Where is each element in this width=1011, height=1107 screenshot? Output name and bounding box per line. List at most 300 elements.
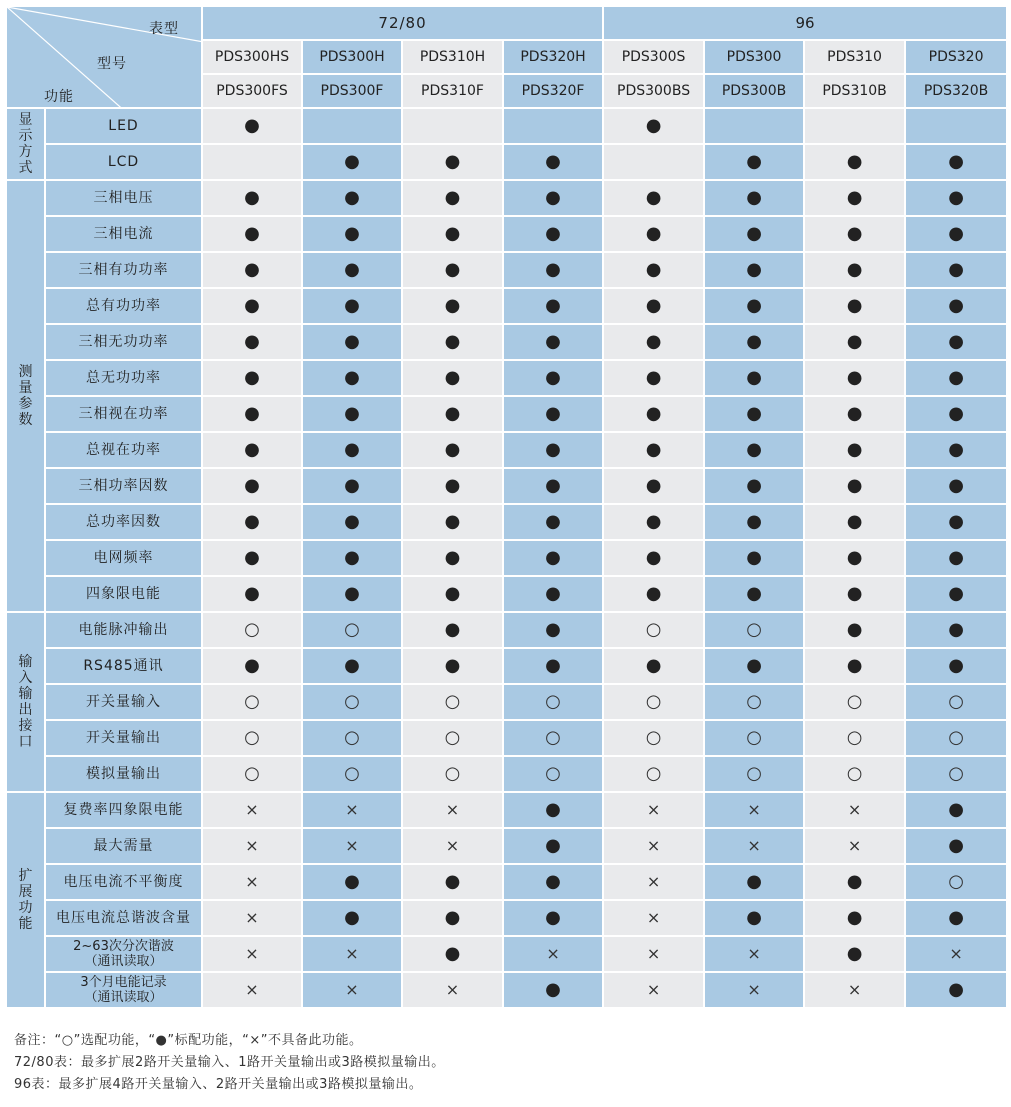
mark-cell: [302, 792, 402, 828]
feature-cell: [45, 288, 202, 324]
standard-dot-icon: ●: [545, 511, 561, 532]
optional-circle-icon: ○: [645, 619, 662, 640]
mark-cell: [704, 756, 804, 792]
mark-cell: [402, 324, 503, 360]
not-available-icon: ×: [646, 872, 661, 891]
feature-cell: [45, 360, 202, 396]
not-available-icon: ×: [245, 836, 259, 855]
feature-cell: [45, 252, 202, 288]
mark-cell: [302, 216, 402, 252]
mark-cell: [402, 936, 503, 972]
mark-cell: [603, 576, 704, 612]
optional-circle-icon: ○: [645, 763, 662, 784]
optional-circle-icon: ○: [846, 691, 863, 712]
feature-cell: [45, 972, 202, 1008]
mark-cell: [704, 828, 804, 864]
category-label: 测量参数: [18, 364, 33, 428]
feature-label: 总功率因数: [86, 514, 161, 530]
standard-dot-icon: ●: [645, 331, 662, 352]
mark-cell: [503, 792, 603, 828]
mark-cell: [603, 864, 704, 900]
mark-cell: [302, 180, 402, 216]
mark-cell: [603, 936, 704, 972]
group-72-80: 72/80: [202, 6, 603, 40]
not-available-icon: ×: [546, 944, 560, 963]
optional-circle-icon: ○: [846, 763, 863, 784]
feature-cell: [45, 324, 202, 360]
mark-cell: [402, 792, 503, 828]
mark-cell: [402, 684, 503, 720]
optional-circle-icon: ○: [344, 727, 360, 748]
mark-cell: [804, 252, 905, 288]
mark-cell: [603, 972, 704, 1008]
standard-dot-icon: ●: [746, 655, 762, 676]
mark-cell: [402, 216, 503, 252]
mark-cell: [704, 612, 804, 648]
mark-cell: [905, 972, 1007, 1008]
table-row: [6, 900, 1007, 936]
feature-cell: [45, 864, 202, 900]
mark-cell: [905, 648, 1007, 684]
mark-cell: [202, 648, 302, 684]
mark-cell: [302, 288, 402, 324]
corner-type-label: 表型: [149, 21, 179, 37]
not-available-icon: ×: [646, 836, 661, 855]
standard-dot-icon: ●: [846, 943, 863, 964]
standard-dot-icon: ●: [746, 439, 762, 460]
mark-cell: [804, 972, 905, 1008]
mark-cell: [503, 648, 603, 684]
mark-cell: [905, 612, 1007, 648]
not-available-icon: ×: [445, 836, 460, 855]
mark-cell: [905, 936, 1007, 972]
optional-circle-icon: ○: [545, 763, 561, 784]
table-row: [6, 864, 1007, 900]
standard-dot-icon: ●: [645, 475, 662, 496]
notes: [14, 1030, 445, 1096]
standard-dot-icon: ●: [344, 223, 360, 244]
standard-dot-icon: ●: [244, 259, 260, 280]
table-row: [6, 396, 1007, 432]
mark-cell: [905, 324, 1007, 360]
standard-dot-icon: ●: [545, 547, 561, 568]
mark-cell: [503, 864, 603, 900]
optional-circle-icon: ○: [948, 691, 964, 712]
note-legend: 备注：“○”选配功能，“●”标配功能，“×”不具备此功能。: [14, 1033, 363, 1048]
mark-cell: [302, 612, 402, 648]
mark-cell: [704, 396, 804, 432]
category-cell: [6, 612, 45, 792]
optional-circle-icon: ○: [344, 619, 360, 640]
model-header-cell: PDS310: [804, 40, 905, 74]
standard-dot-icon: ●: [444, 439, 461, 460]
standard-dot-icon: ●: [344, 907, 360, 928]
mark-cell: [202, 828, 302, 864]
standard-dot-icon: ●: [948, 619, 964, 640]
optional-circle-icon: ○: [244, 727, 260, 748]
optional-circle-icon: ○: [244, 763, 260, 784]
mark-cell: [603, 396, 704, 432]
standard-dot-icon: ●: [645, 259, 662, 280]
mark-cell: [503, 612, 603, 648]
standard-dot-icon: ●: [948, 511, 964, 532]
optional-circle-icon: ○: [746, 763, 762, 784]
mark-cell: [603, 180, 704, 216]
mark-cell: [503, 684, 603, 720]
standard-dot-icon: ●: [948, 799, 964, 820]
mark-cell: [704, 900, 804, 936]
mark-cell: [905, 144, 1007, 180]
standard-dot-icon: ●: [244, 115, 260, 136]
standard-dot-icon: ●: [444, 547, 461, 568]
mark-cell: [302, 252, 402, 288]
standard-dot-icon: ●: [444, 943, 461, 964]
mark-cell: [905, 108, 1007, 144]
mark-cell: [302, 864, 402, 900]
optional-circle-icon: ○: [444, 727, 461, 748]
standard-dot-icon: ●: [645, 403, 662, 424]
standard-dot-icon: ●: [746, 403, 762, 424]
feature-label: 总有功功率: [86, 298, 161, 314]
mark-cell: [804, 864, 905, 900]
mark-cell: [905, 720, 1007, 756]
standard-dot-icon: ●: [948, 907, 964, 928]
mark-cell: [302, 828, 402, 864]
not-available-icon: ×: [847, 800, 862, 819]
mark-cell: [503, 180, 603, 216]
mark-cell: [905, 504, 1007, 540]
table-row: [6, 828, 1007, 864]
not-available-icon: ×: [445, 800, 460, 819]
model-header-cell: PDS300H: [302, 40, 402, 74]
standard-dot-icon: ●: [444, 223, 461, 244]
feature-label: 电压电流不平衡度: [63, 874, 184, 890]
standard-dot-icon: ●: [948, 187, 964, 208]
mark-cell: [905, 360, 1007, 396]
mark-cell: [804, 144, 905, 180]
note-96: 96表：最多扩展4路开关量输入、2路开关量输出或3路模拟量输出。: [14, 1077, 423, 1092]
feature-label: 电能脉冲输出: [78, 622, 169, 638]
mark-cell: [402, 540, 503, 576]
table-row: [6, 288, 1007, 324]
mark-cell: [503, 468, 603, 504]
mark-cell: [804, 432, 905, 468]
standard-dot-icon: ●: [444, 259, 461, 280]
standard-dot-icon: ●: [746, 475, 762, 496]
mark-cell: [704, 540, 804, 576]
mark-cell: [603, 540, 704, 576]
category-label: 显示方式: [18, 112, 33, 176]
model-header-cell: PDS320: [905, 40, 1007, 74]
mark-cell: [704, 864, 804, 900]
standard-dot-icon: ●: [746, 187, 762, 208]
mark-cell: [302, 972, 402, 1008]
mark-cell: [202, 756, 302, 792]
standard-dot-icon: ●: [846, 151, 863, 172]
mark-cell: [402, 180, 503, 216]
not-available-icon: ×: [847, 836, 862, 855]
standard-dot-icon: ●: [244, 295, 260, 316]
mark-cell: [804, 360, 905, 396]
mark-cell: [704, 360, 804, 396]
standard-dot-icon: ●: [645, 295, 662, 316]
standard-dot-icon: ●: [948, 835, 964, 856]
table-row: [6, 540, 1007, 576]
model-header-cell: PDS300: [704, 40, 804, 74]
standard-dot-icon: ●: [645, 115, 662, 136]
mark-cell: [603, 216, 704, 252]
mark-cell: [704, 972, 804, 1008]
standard-dot-icon: ●: [846, 511, 863, 532]
standard-dot-icon: ●: [344, 295, 360, 316]
standard-dot-icon: ●: [444, 583, 461, 604]
standard-dot-icon: ●: [948, 367, 964, 388]
standard-dot-icon: ●: [545, 439, 561, 460]
not-available-icon: ×: [345, 800, 359, 819]
standard-dot-icon: ●: [545, 367, 561, 388]
standard-dot-icon: ●: [948, 403, 964, 424]
mark-cell: [302, 720, 402, 756]
mark-cell: [202, 792, 302, 828]
mark-cell: [804, 180, 905, 216]
table-row: [6, 972, 1007, 1008]
not-available-icon: ×: [245, 944, 259, 963]
standard-dot-icon: ●: [846, 295, 863, 316]
mark-cell: [202, 360, 302, 396]
model-header-cell: PDS300B: [704, 74, 804, 108]
table-row: [6, 108, 1007, 144]
mark-cell: [905, 288, 1007, 324]
model-header-cell: PDS320F: [503, 74, 603, 108]
standard-dot-icon: ●: [948, 223, 964, 244]
standard-dot-icon: ●: [444, 475, 461, 496]
category-label: 扩展功能: [18, 868, 33, 932]
mark-cell: [704, 792, 804, 828]
mark-cell: [503, 900, 603, 936]
standard-dot-icon: ●: [244, 655, 260, 676]
standard-dot-icon: ●: [545, 295, 561, 316]
mark-cell: [302, 936, 402, 972]
standard-dot-icon: ●: [645, 655, 662, 676]
feature-label: 开关量输出: [86, 730, 161, 746]
standard-dot-icon: ●: [846, 439, 863, 460]
mark-cell: [402, 756, 503, 792]
mark-cell: [202, 180, 302, 216]
feature-cell: [45, 576, 202, 612]
mark-cell: [503, 144, 603, 180]
standard-dot-icon: ●: [846, 619, 863, 640]
standard-dot-icon: ●: [746, 367, 762, 388]
standard-dot-icon: ●: [948, 295, 964, 316]
not-available-icon: ×: [747, 944, 761, 963]
mark-cell: [503, 216, 603, 252]
mark-cell: [402, 432, 503, 468]
feature-label: 三相功率因数: [78, 478, 169, 494]
mark-cell: [503, 288, 603, 324]
mark-cell: [603, 504, 704, 540]
standard-dot-icon: ●: [244, 439, 260, 460]
model-header-cell: PDS320B: [905, 74, 1007, 108]
standard-dot-icon: ●: [948, 259, 964, 280]
mark-cell: [402, 468, 503, 504]
mark-cell: [603, 360, 704, 396]
standard-dot-icon: ●: [244, 511, 260, 532]
feature-label: 总无功功率: [86, 370, 161, 386]
feature-cell: [45, 648, 202, 684]
mark-cell: [704, 252, 804, 288]
standard-dot-icon: ●: [444, 655, 461, 676]
mark-cell: [503, 576, 603, 612]
standard-dot-icon: ●: [645, 583, 662, 604]
mark-cell: [804, 468, 905, 504]
mark-cell: [202, 324, 302, 360]
mark-cell: [202, 540, 302, 576]
mark-cell: [804, 648, 905, 684]
mark-cell: [603, 324, 704, 360]
not-available-icon: ×: [646, 908, 661, 927]
mark-cell: [905, 432, 1007, 468]
standard-dot-icon: ●: [746, 331, 762, 352]
model-header-cell: PDS310H: [402, 40, 503, 74]
not-available-icon: ×: [847, 980, 862, 999]
feature-cell: [45, 180, 202, 216]
mark-cell: [704, 576, 804, 612]
feature-cell: [45, 684, 202, 720]
feature-label: 开关量输入: [86, 694, 161, 710]
standard-dot-icon: ●: [244, 403, 260, 424]
standard-dot-icon: ●: [444, 907, 461, 928]
standard-dot-icon: ●: [846, 655, 863, 676]
standard-dot-icon: ●: [948, 151, 964, 172]
feature-cell: [45, 432, 202, 468]
standard-dot-icon: ●: [244, 547, 260, 568]
mark-cell: [503, 504, 603, 540]
standard-dot-icon: ●: [344, 547, 360, 568]
model-header-cell: PDS310B: [804, 74, 905, 108]
mark-cell: [603, 252, 704, 288]
category-cell: [6, 108, 45, 180]
mark-cell: [402, 900, 503, 936]
standard-dot-icon: ●: [545, 835, 561, 856]
mark-cell: [202, 288, 302, 324]
standard-dot-icon: ●: [344, 655, 360, 676]
mark-cell: [402, 396, 503, 432]
table-row: [6, 684, 1007, 720]
mark-cell: [402, 720, 503, 756]
table-row: [6, 576, 1007, 612]
feature-cell: [45, 792, 202, 828]
mark-cell: [804, 828, 905, 864]
mark-cell: [905, 684, 1007, 720]
standard-dot-icon: ●: [948, 655, 964, 676]
model-header-cell: PDS300FS: [202, 74, 302, 108]
table-row: [6, 252, 1007, 288]
standard-dot-icon: ●: [645, 511, 662, 532]
feature-cell: [45, 720, 202, 756]
mark-cell: [905, 576, 1007, 612]
mark-cell: [804, 108, 905, 144]
feature-cell: [45, 108, 202, 144]
standard-dot-icon: ●: [244, 583, 260, 604]
feature-label: 三相无功功率: [78, 334, 169, 350]
feature-cell: [45, 468, 202, 504]
standard-dot-icon: ●: [746, 511, 762, 532]
model-header-cell: PDS300S: [603, 40, 704, 74]
mark-cell: [603, 648, 704, 684]
table-row: [6, 504, 1007, 540]
mark-cell: [302, 540, 402, 576]
mark-cell: [302, 756, 402, 792]
mark-cell: [905, 216, 1007, 252]
mark-cell: [402, 828, 503, 864]
standard-dot-icon: ●: [948, 475, 964, 496]
not-available-icon: ×: [445, 980, 460, 999]
mark-cell: [503, 936, 603, 972]
standard-dot-icon: ●: [545, 187, 561, 208]
mark-cell: [704, 288, 804, 324]
mark-cell: [804, 540, 905, 576]
mark-cell: [302, 396, 402, 432]
mark-cell: [202, 576, 302, 612]
mark-cell: [402, 648, 503, 684]
mark-cell: [704, 936, 804, 972]
model-header-cell: PDS300HS: [202, 40, 302, 74]
mark-cell: [503, 828, 603, 864]
standard-dot-icon: ●: [746, 295, 762, 316]
mark-cell: [302, 108, 402, 144]
table-row: [6, 180, 1007, 216]
standard-dot-icon: ●: [444, 511, 461, 532]
not-available-icon: ×: [646, 980, 661, 999]
header-corner: [6, 6, 202, 108]
mark-cell: [603, 792, 704, 828]
standard-dot-icon: ●: [948, 979, 964, 1000]
optional-circle-icon: ○: [746, 619, 762, 640]
mark-cell: [402, 360, 503, 396]
mark-cell: [302, 576, 402, 612]
standard-dot-icon: ●: [645, 439, 662, 460]
table-row: [6, 648, 1007, 684]
mark-cell: [704, 324, 804, 360]
optional-circle-icon: ○: [645, 727, 662, 748]
table-row: [6, 324, 1007, 360]
standard-dot-icon: ●: [344, 151, 360, 172]
mark-cell: [905, 252, 1007, 288]
mark-cell: [402, 864, 503, 900]
feature-label: 电网频率: [93, 550, 154, 566]
standard-dot-icon: ●: [846, 871, 863, 892]
optional-circle-icon: ○: [545, 691, 561, 712]
feature-cell: [45, 396, 202, 432]
standard-dot-icon: ●: [545, 223, 561, 244]
table-row: [6, 432, 1007, 468]
standard-dot-icon: ●: [444, 871, 461, 892]
standard-dot-icon: ●: [746, 223, 762, 244]
not-available-icon: ×: [747, 800, 761, 819]
mark-cell: [202, 252, 302, 288]
feature-label: 3个月电能记录: [80, 975, 167, 990]
standard-dot-icon: ●: [645, 367, 662, 388]
mark-cell: [402, 108, 503, 144]
category-label: 输入输出接口: [18, 654, 33, 750]
standard-dot-icon: ●: [344, 367, 360, 388]
mark-cell: [503, 756, 603, 792]
standard-dot-icon: ●: [948, 583, 964, 604]
mark-cell: [302, 684, 402, 720]
mark-cell: [905, 180, 1007, 216]
corner-model-label: 型号: [97, 56, 127, 72]
standard-dot-icon: ●: [344, 511, 360, 532]
